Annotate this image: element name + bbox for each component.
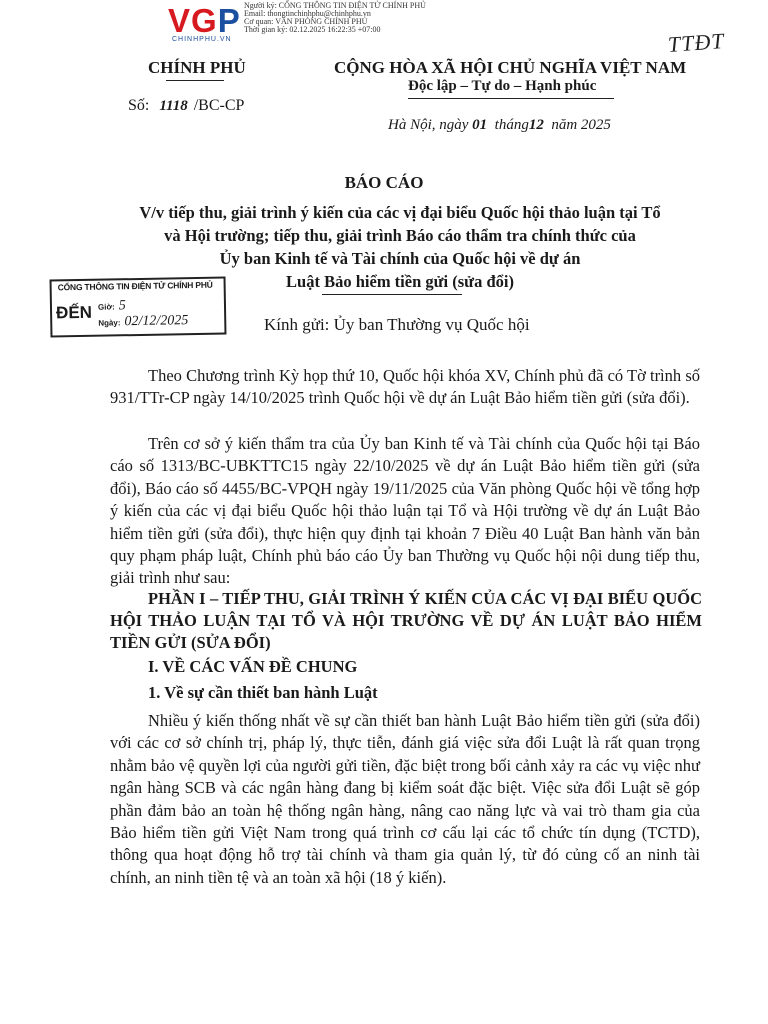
date-day: 01 [472, 117, 488, 133]
number-prefix: Số: [128, 97, 150, 114]
paragraph-1: Theo Chương trình Kỳ họp thứ 10, Quốc hội khóa XV, Chính phủ đã có Tờ trình số 931/TTr-CP ngày 14/10/2025 trình Quốc hội về dự án Luật Bảo hiểm tiền gửi (sửa đổi). [110, 366, 700, 408]
date-month-label: tháng [494, 117, 529, 133]
stamp-gio-label: Giờ: [97, 302, 115, 312]
date-month: 12 [528, 117, 544, 133]
logo-p: P [217, 2, 241, 39]
number-suffix: /BC-CP [193, 97, 245, 114]
logo-v: V [168, 2, 192, 39]
date-line [388, 117, 611, 134]
signature-agency: Cơ quan: VĂN PHÒNG CHÍNH PHỦ [244, 17, 368, 26]
logo-g: G [191, 2, 218, 39]
issuer-underline [166, 80, 224, 81]
country-name: CỘNG HÒA XÃ HỘI CHỦ NGHĨA VIỆT NAM [334, 58, 687, 77]
national-motto: Độc lập – Tự do – Hạnh phúc [408, 78, 597, 94]
recipient: Kính gửi: Ủy ban Thường vụ Quốc hội [264, 315, 530, 334]
signature-time: Thời gian ký: 02.12.2025 16:22:35 +07:00 [244, 25, 381, 34]
date-year: năm 2025 [551, 117, 611, 133]
document-number [128, 97, 244, 115]
stamp-time-row [98, 298, 126, 314]
motto-underline [408, 98, 614, 99]
subject-line: Ủy ban Kinh tế và Tài chính của Quốc hội về dự án [219, 249, 581, 268]
part-heading: PHẦN I – TIẾP THU, GIẢI TRÌNH Ý KIẾN CỦA CÁC VỊ ĐẠI BIỂU QUỐC HỘI THẢO LUẬN TẠI TỔ VÀ HỘI TRƯỜNG VỀ DỰ ÁN LUẬT BẢO HIỂM TIỀN GỬI (SỬA ĐỔI) [110, 589, 702, 652]
paragraph-3: Nhiều ý kiến thống nhất về sự cần thiết ban hành Luật Bảo hiểm tiền gửi (sửa đổi) với các cơ sở chính trị, pháp lý, thực tiễn, đánh giá việc sửa đổi Luật là rất quan trọng nhằm bảo vệ quyền lợi của người gửi tiền, đặc biệt trong bối cảnh xảy ra các vụ việc như ngân hàng SCB và các ngân hàng đang bị kiểm soát đặc biệt. Việc sửa đổi Luật sẽ góp phần đảm bảo an toàn hệ thống ngân hàng, nâng cao năng lực và vai trò tham gia của Bảo hiểm tiền gửi Việt Nam trong quá trình cơ cấu lại các tổ chức tín dụng (TCTD), thông qua hoạt động hỗ trợ tài chính và tham gia quản lý, từ đó củng cố an ninh tài chính, an ninh tiền tệ và an toàn xã hội (18 ý kiến). [110, 711, 700, 887]
signature-signer: Người ký: CỔNG THÔNG TIN ĐIỆN TỬ CHÍNH PHỦ [244, 1, 426, 10]
digital-signature-info [244, 2, 426, 34]
vgp-logo [168, 4, 248, 42]
sub-heading: 1. Về sự cần thiết ban hành Luật [148, 683, 378, 702]
paragraph-2: Trên cơ sở ý kiến thẩm tra của Ủy ban Kinh tế và Tài chính của Quốc hội tại Báo cáo số 1313/BC-UBKTTC15 ngày 22/10/2025 về dự án Luật Bảo hiểm tiền gửi (sửa đổi), Báo cáo số 4455/BC-VPQH ngày 19/11/2025 của Văn phòng Quốc hội về tổng hợp ý kiến của các vị đại biểu Quốc hội thảo luận tại Tổ và Hội trường về dự án Luật Bảo hiểm tiền gửi (sửa đổi), thực hiện quy định tại khoản 7 Điều 40 Luật Ban hành văn bản quy phạm pháp luật, Chính phủ báo cáo Ủy ban Thường vụ Quốc hội nội dung tiếp thu, giải trình như sau: [110, 434, 700, 588]
subject-line: và Hội trường; tiếp thu, giải trình Báo cáo thẩm tra chính thức của [164, 226, 636, 245]
received-stamp [50, 276, 227, 337]
stamp-den: ĐẾN [55, 302, 93, 323]
stamp-org: CỔNG THÔNG TIN ĐIỆN TỬ CHÍNH PHỦ [57, 279, 213, 293]
vgp-logo-letters [168, 4, 248, 37]
logo-subtext: CHINHPHU.VN [172, 36, 232, 43]
section-heading: I. VỀ CÁC VẤN ĐỀ CHUNG [148, 657, 358, 676]
stamp-date-row [98, 313, 188, 331]
subject-line: V/v tiếp thu, giải trình ý kiến của các vị đại biểu Quốc hội thảo luận tại Tổ [139, 203, 661, 222]
subject-underline [322, 294, 462, 295]
signature-email: Email: thongtinchinhphu@chinhphu.vn [244, 9, 371, 18]
stamp-ngay-label: Ngày: [98, 318, 121, 328]
handwritten-note: TTĐT [667, 28, 726, 57]
stamp-gio-value: 5 [118, 298, 126, 314]
stamp-ngay-value: 02/12/2025 [124, 313, 189, 330]
issuer-name: CHÍNH PHỦ [148, 58, 246, 77]
subject-line: Luật Bảo hiểm tiền gửi (sửa đổi) [286, 272, 514, 291]
date-place: Hà Nội, ngày [388, 117, 469, 133]
document-type: BÁO CÁO [344, 173, 424, 192]
number-handwritten: 1118 [159, 98, 188, 114]
